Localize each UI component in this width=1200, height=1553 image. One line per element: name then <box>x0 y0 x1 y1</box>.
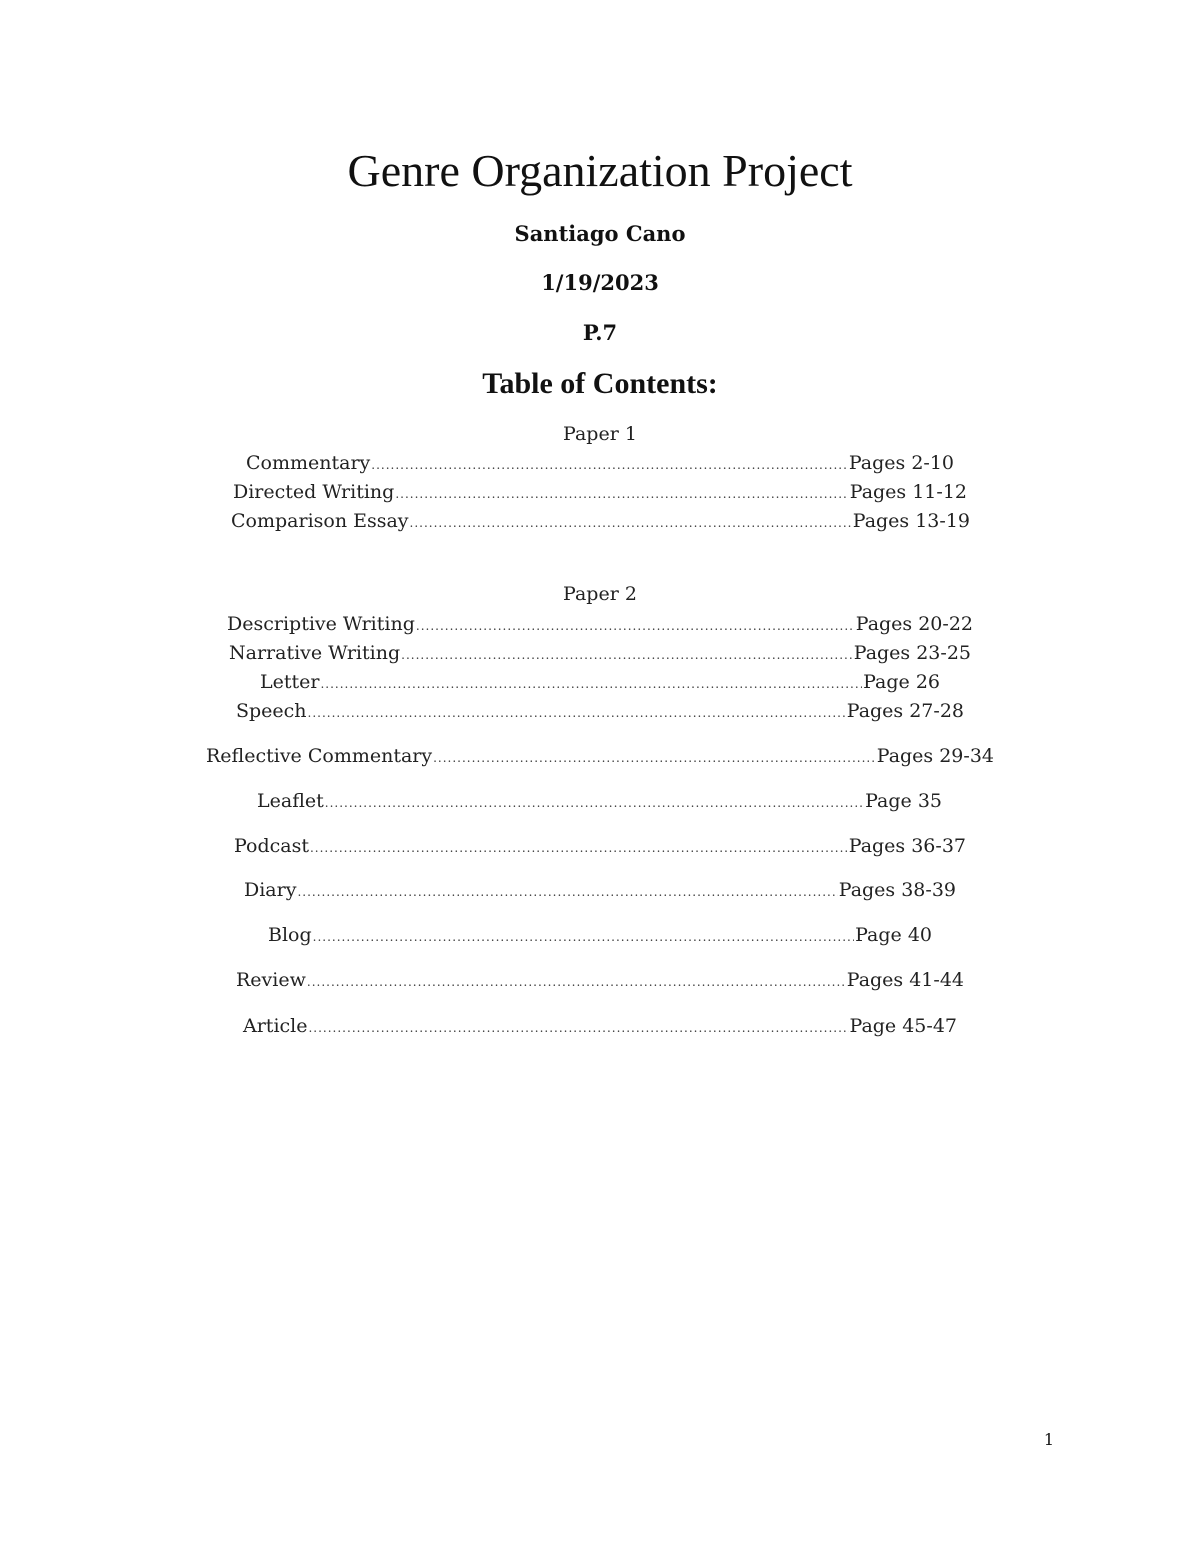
toc-entry[interactable] <box>236 697 964 725</box>
dot-leader <box>416 612 855 640</box>
toc-entry-pages: Page 35 <box>865 790 942 812</box>
dot-leader <box>401 641 853 669</box>
toc-section-paper-2: Paper 2 <box>563 583 637 605</box>
dot-leader <box>308 1014 848 1042</box>
toc-entry[interactable] <box>243 1012 957 1040</box>
dot-leader <box>313 923 854 951</box>
dot-leader <box>297 878 837 906</box>
toc-entry-pages: Page 45-47 <box>849 1015 957 1037</box>
toc-entry-pages: Pages 11-12 <box>849 481 967 503</box>
dot-leader <box>395 480 848 508</box>
toc-entry-title: Blog <box>268 924 312 946</box>
toc-entry-title: Letter <box>260 671 320 693</box>
toc-entry-pages: Page 26 <box>863 671 940 693</box>
toc-entry-title: Diary <box>244 879 297 901</box>
toc-entry[interactable] <box>260 668 940 696</box>
toc-entry-pages: Pages 38-39 <box>838 879 956 901</box>
class-period: P.7 <box>582 320 618 345</box>
toc-section-paper-1: Paper 1 <box>563 423 637 445</box>
toc-entry-pages: Pages 13-19 <box>852 510 970 532</box>
toc-entry-pages: Pages 20-22 <box>855 613 973 635</box>
toc-entry[interactable] <box>227 610 973 638</box>
toc-entry-title: Leaflet <box>257 790 324 812</box>
toc-entry-title: Article <box>243 1015 308 1037</box>
toc-entry-pages: Pages 27-28 <box>846 700 964 722</box>
toc-entry-title: Comparison Essay <box>231 510 409 532</box>
author-name: Santiago Cano <box>514 221 686 246</box>
toc-entry-title: Podcast <box>234 835 309 857</box>
toc-entry[interactable] <box>268 921 932 949</box>
toc-entry-pages: Pages 23-25 <box>853 642 971 664</box>
toc-heading: Table of Contents: <box>482 367 718 400</box>
toc-entry-title: Narrative Writing <box>229 642 401 664</box>
toc-entry[interactable] <box>206 742 994 770</box>
dot-leader <box>320 670 862 698</box>
dot-leader <box>410 509 852 537</box>
toc-entry[interactable] <box>236 966 964 994</box>
toc-entry[interactable] <box>231 507 970 535</box>
toc-entry-pages: Pages 29-34 <box>876 745 994 767</box>
toc-entry-pages: Pages 41-44 <box>846 969 964 991</box>
toc-entry-pages: Pages 36-37 <box>848 835 966 857</box>
toc-entry-title: Commentary <box>246 452 371 474</box>
toc-entry-title: Reflective Commentary <box>206 745 433 767</box>
toc-entry[interactable] <box>246 449 954 477</box>
toc-entry-title: Descriptive Writing <box>227 613 415 635</box>
toc-entry[interactable] <box>229 639 971 667</box>
toc-entry-title: Directed Writing <box>233 481 395 503</box>
document-date: 1/19/2023 <box>541 270 659 295</box>
page-number: 1 <box>1043 1430 1054 1449</box>
dot-leader <box>310 834 848 862</box>
dot-leader <box>308 699 846 727</box>
dot-leader <box>371 451 848 479</box>
dot-leader <box>307 968 846 996</box>
dot-leader <box>433 744 876 772</box>
toc-entry[interactable] <box>257 787 942 815</box>
toc-entry[interactable] <box>233 478 967 506</box>
dot-leader <box>325 789 864 817</box>
toc-entry-title: Speech <box>236 700 307 722</box>
toc-entry[interactable] <box>234 832 966 860</box>
toc-entry-title: Review <box>236 969 306 991</box>
toc-entry[interactable] <box>244 876 956 904</box>
document-title: Genre Organization Project <box>347 145 853 196</box>
toc-entry-pages: Pages 2-10 <box>848 452 954 474</box>
toc-entry-pages: Page 40 <box>855 924 932 946</box>
